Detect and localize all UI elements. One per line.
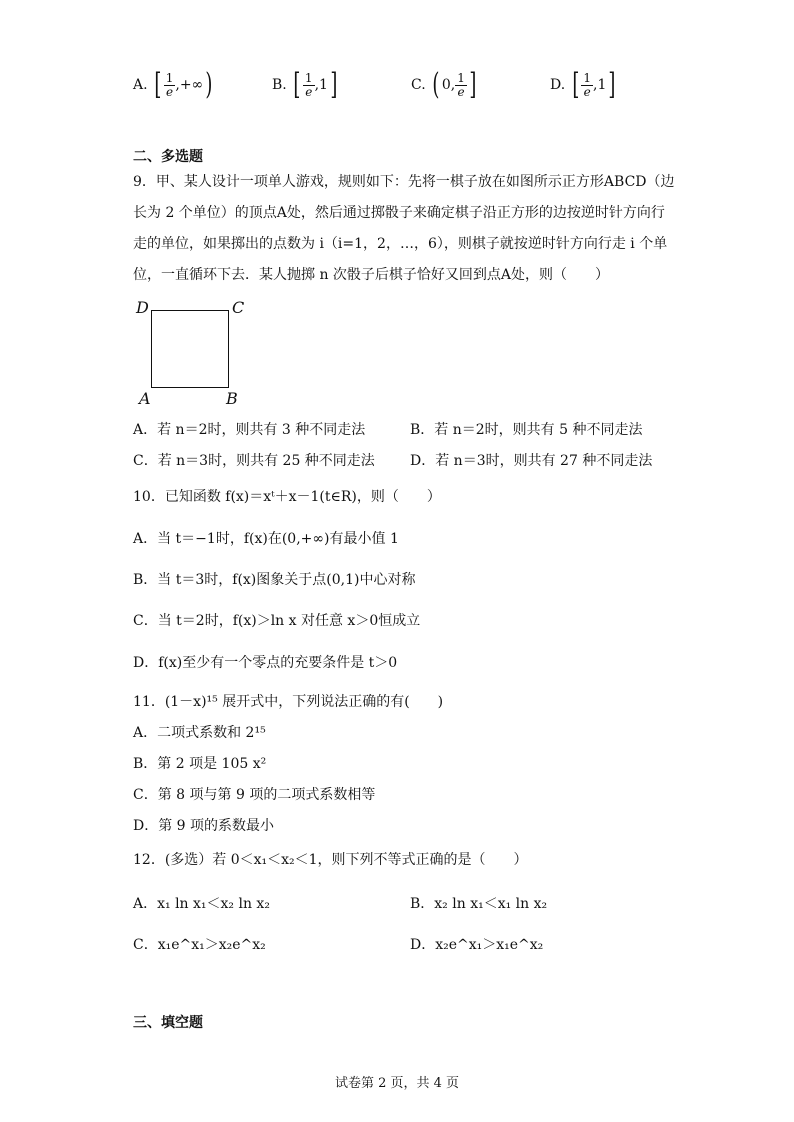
q11-option-c: C．第 8 项与第 9 项的二项式系数相等 xyxy=(133,787,376,803)
vertex-label-c: C xyxy=(232,298,245,317)
vertex-label-b: B xyxy=(226,389,238,408)
q9-option-b: B．若 n＝2时，则共有 5 种不同走法 xyxy=(410,422,643,438)
q11-stem: 11．(1－x)¹⁵ 展开式中，下列说法正确的有( ) xyxy=(133,694,444,710)
fraction-1-over-e: $\frac{1}{e}$ xyxy=(583,70,591,99)
q9-stem-line-2: 长为 2 个单位）的顶点A处，然后通过掷骰子来确定棋子沿正方形的边按逆时针方向行 xyxy=(133,205,665,221)
fraction-1-over-e: $\frac{1}{e}$ xyxy=(304,70,313,99)
q10-option-a: A．当 t＝−1时，f(x)在(0,+∞)有最小值 1 xyxy=(133,531,399,547)
q10-option-c: C．当 t＝2时，f(x)＞ln x 对任意 x＞0恒成立 xyxy=(133,613,421,629)
q11-option-b: B．第 2 项是 105 x² xyxy=(133,756,267,772)
q8-option-d: D. [ $\frac{1}{e}$ ,1] xyxy=(550,67,616,102)
q8-option-b: B. [ $\frac{1}{e}$ ,1] xyxy=(272,67,338,102)
square-abcd-figure xyxy=(151,310,229,388)
q9-option-a: A．若 n＝2时，则共有 3 种不同走法 xyxy=(133,422,366,438)
vertex-label-d: D xyxy=(136,298,149,317)
section-heading-fill-in: 三、填空题 xyxy=(133,1015,203,1031)
q12-option-c: C．x₁e^x₁＞x₂e^x₂ xyxy=(133,937,266,953)
q12-option-b: B．x₂ ln x₁＜x₁ ln x₂ xyxy=(410,896,548,912)
q10-option-b: B．当 t＝3时，f(x)图象关于点(0,1)中心对称 xyxy=(133,572,416,588)
q12-stem: 12．(多选）若 0＜x₁＜x₂＜1，则下列不等式正确的是（ ） xyxy=(133,852,528,868)
fraction-1-over-e: $\frac{1}{e}$ xyxy=(165,70,174,99)
q9-option-c: C．若 n＝3时，则共有 25 种不同走法 xyxy=(133,453,375,469)
q9-stem-line-4: 位，一直循环下去．某人抛掷 n 次骰子后棋子恰好又回到点A处，则（ ） xyxy=(133,267,610,283)
q9-stem-line-3: 走的单位，如果掷出的点数为 i（i=1，2，…，6），则棋子就按逆时针方向行走 i 个单 xyxy=(133,236,668,252)
section-heading-multiple-choice: 二、多选题 xyxy=(133,149,203,165)
q9-option-d: D．若 n＝3时，则共有 27 种不同走法 xyxy=(410,453,653,469)
q12-option-a: A．x₁ ln x₁＜x₂ ln x₂ xyxy=(133,896,270,912)
fraction-1-over-e: $\frac{1}{e}$ xyxy=(457,70,465,99)
q12-option-d: D．x₂e^x₁＞x₁e^x₂ xyxy=(410,937,544,953)
q8-option-a: A. [ $\frac{1}{e}$ ,+∞) xyxy=(133,67,213,102)
q11-option-d: D．第 9 项的系数最小 xyxy=(133,818,275,834)
q10-option-d: D．f(x)至少有一个零点的充要条件是 t＞0 xyxy=(133,655,398,671)
q9-stem-line-1: 9．甲、某人设计一项单人游戏，规则如下：先将一棋子放在如图所示正方形ABCD（边 xyxy=(133,174,675,190)
q10-stem: 10．已知函数 f(x)＝xᵗ＋x－1(t∈R)，则（ ） xyxy=(133,489,441,505)
q8-option-c: C. ( 0, $\frac{1}{e}$ ] xyxy=(411,67,477,102)
q11-option-a: A．二项式系数和 2¹⁵ xyxy=(133,725,266,741)
vertex-label-a: A xyxy=(139,389,151,408)
page-footer: 试卷第 2 页，共 4 页 xyxy=(334,1076,460,1091)
